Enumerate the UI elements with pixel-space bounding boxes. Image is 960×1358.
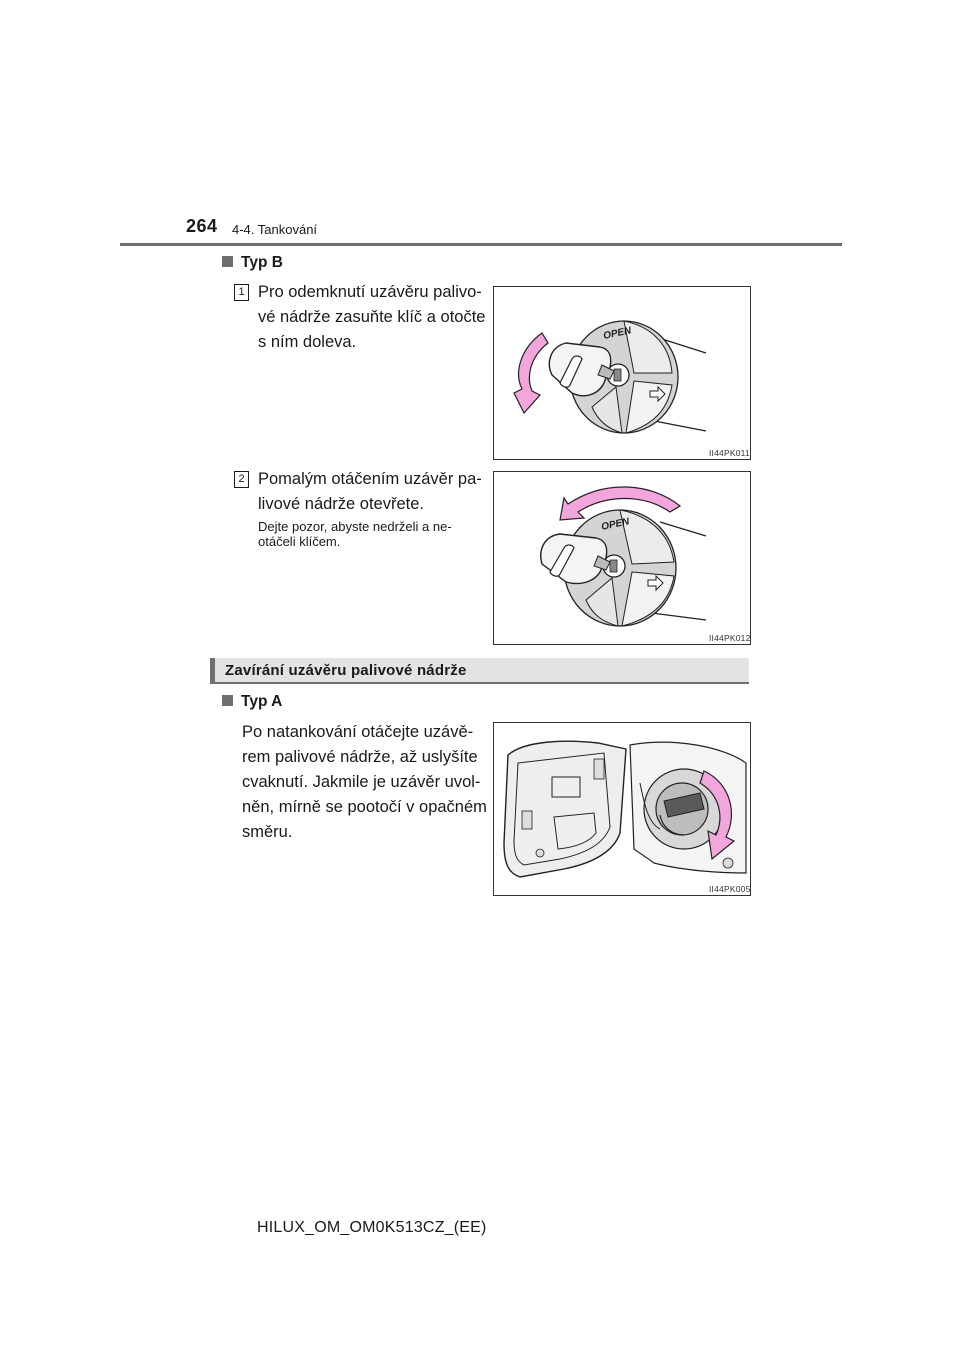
step-1-line-1: Pro odemknutí uzávěru palivo- [258, 283, 482, 301]
fuel-cap-rotate-illustration [494, 472, 750, 644]
fuel-door-cap-illustration [494, 723, 750, 895]
figure-open-cap [493, 471, 751, 645]
open-label-2: OPEN [600, 516, 631, 533]
section-title: Zavírání uzávěru palivové nádrže [225, 662, 467, 679]
type-a-heading [222, 693, 282, 711]
type-a-text [242, 720, 488, 845]
square-bullet-icon [222, 695, 233, 706]
figure-3-code: II44PK005 [709, 884, 751, 894]
step-2-text [258, 467, 488, 517]
type-a-line-3: cvaknutí. Jakmile je uzávěr uvol- [242, 773, 481, 791]
open-label: OPEN [602, 325, 633, 342]
step-number-1: 1 [234, 284, 249, 301]
square-bullet-icon [222, 256, 233, 267]
step-2-note [258, 519, 488, 549]
step-2-line-1: Pomalým otáčením uzávěr pa- [258, 470, 482, 488]
page-number: 264 [186, 216, 218, 236]
fuel-cap-key-left-illustration [494, 287, 750, 459]
type-a-line-2: rem palivové nádrže, až uslyšíte [242, 748, 478, 766]
type-b-heading [222, 254, 283, 272]
header-rule [120, 243, 842, 246]
step-1-line-2: vé nádrže zasuňte klíč a otočte [258, 308, 486, 326]
document-code: HILUX_OM_OM0K513CZ_(EE) [257, 1219, 487, 1236]
type-a-line-5: směru. [242, 823, 293, 841]
step-2-line-2: livové nádrže otevřete. [258, 495, 425, 513]
figure-close-cap [493, 722, 751, 896]
type-b-heading-text: Typ B [241, 254, 283, 271]
step-number-2: 2 [234, 471, 249, 488]
section-reference: 4-4. Tankování [232, 222, 318, 237]
type-a-line-4: něn, mírně se pootočí v opačném [242, 798, 487, 816]
figure-unlock-cap [493, 286, 751, 460]
section-title-bar [210, 658, 749, 684]
type-a-line-1: Po natankování otáčejte uzávě- [242, 723, 474, 741]
step-1-line-3: s ním doleva. [258, 333, 357, 351]
figure-2-code: II44PK012 [709, 633, 751, 643]
type-a-heading-text: Typ A [241, 693, 283, 710]
figure-1-code: II44PK011 [709, 448, 750, 458]
step-2-note-line-1: Dejte pozor, abyste nedrželi a ne- [258, 519, 452, 534]
step-1-text [258, 280, 488, 355]
step-2-note-line-2: otáčeli klíčem. [258, 534, 341, 549]
